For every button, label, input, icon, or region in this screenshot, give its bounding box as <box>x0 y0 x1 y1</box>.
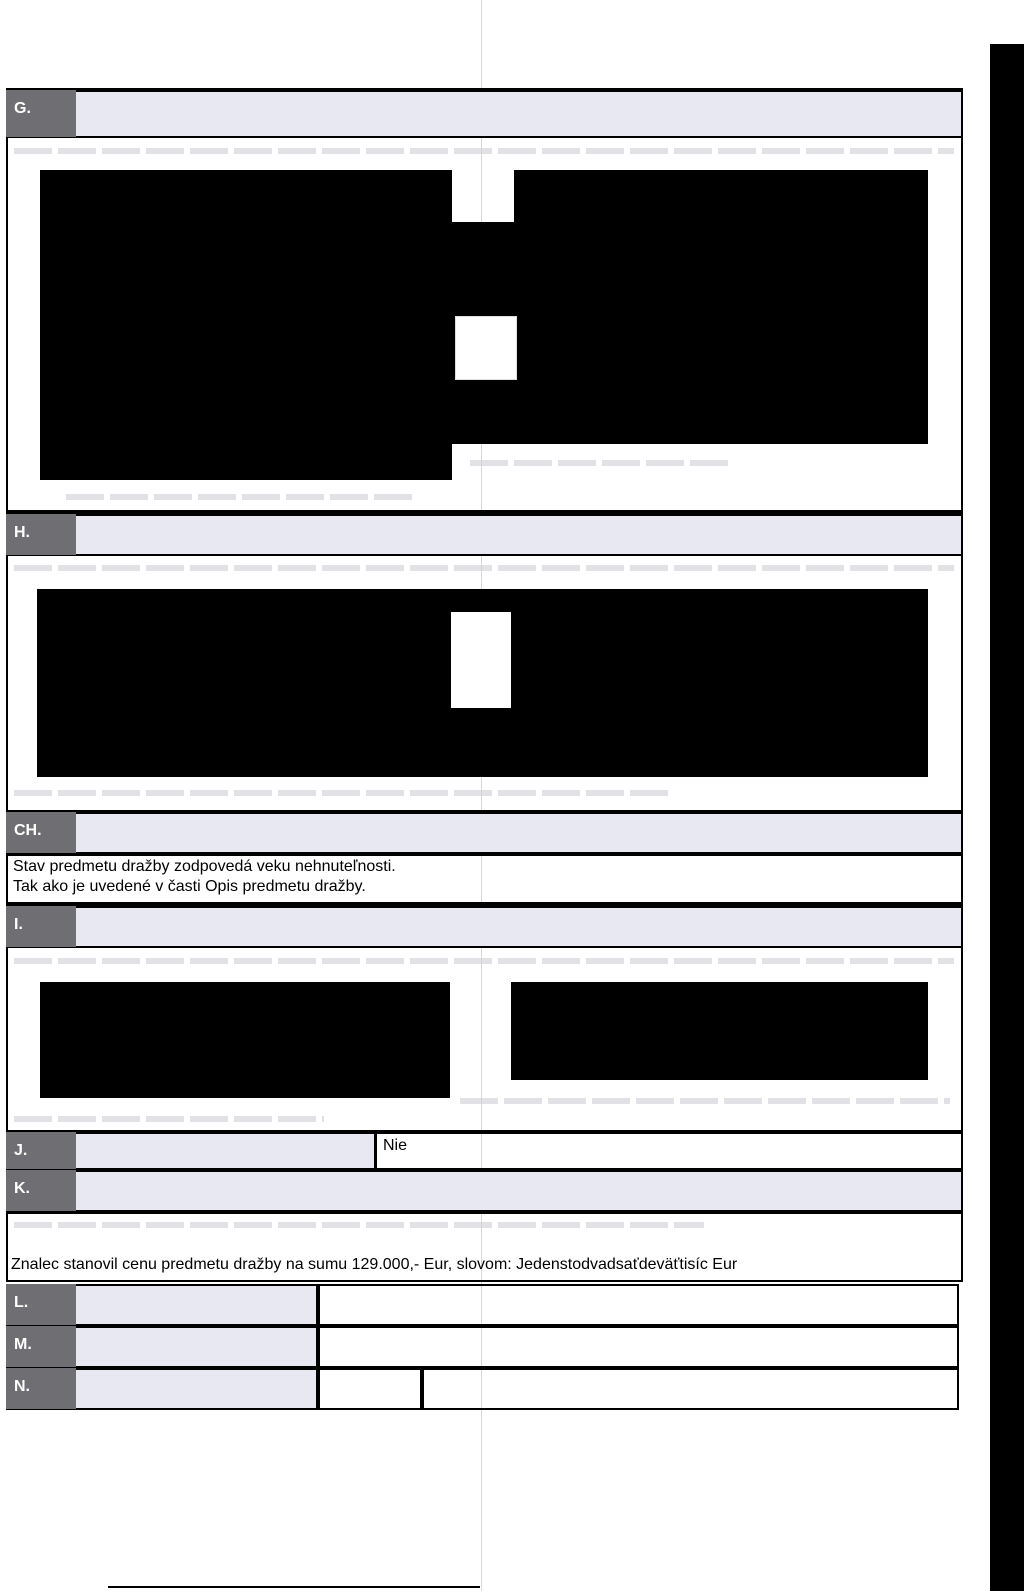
section-j-value-box <box>376 1132 963 1170</box>
section-n-header <box>76 1368 318 1410</box>
section-k-letter: K. <box>6 1170 76 1212</box>
section-g-redaction-right <box>514 170 928 444</box>
section-h-gap-box <box>451 612 511 708</box>
section-h-faint-line <box>14 565 954 571</box>
section-ch-header <box>76 812 963 854</box>
section-j-value: Nie <box>383 1137 408 1154</box>
section-m-header <box>76 1326 318 1368</box>
section-ch-line-2: Tak ako je uvedené v časti Opis predmetu dražby. <box>13 878 366 895</box>
section-l-value-box <box>318 1284 959 1326</box>
section-k-text: Znalec stanovil cenu predmetu dražby na sumu 129.000,- Eur, slovom: Jedenstodvadsaťdeväťtisíc Eur <box>11 1256 738 1273</box>
section-g-header <box>76 90 963 138</box>
section-h-letter: H. <box>6 514 76 556</box>
section-j-letter: J. <box>6 1132 76 1170</box>
section-m-letter: M. <box>6 1326 76 1368</box>
section-i-letter: I. <box>6 906 76 948</box>
section-i-faint-line <box>14 958 954 964</box>
section-ch-line-1: Stav predmetu dražby zodpovedá veku nehnuteľnosti. <box>13 858 396 875</box>
section-i-redaction-left <box>40 982 450 1098</box>
section-i-redaction-right <box>511 982 928 1080</box>
section-g-faint-line-3 <box>66 494 416 500</box>
bottom-rule <box>108 1586 480 1588</box>
section-g-letter: G. <box>6 90 76 138</box>
section-n-letter: N. <box>6 1368 76 1410</box>
section-i-header <box>76 906 963 948</box>
section-m-value-box <box>318 1326 959 1368</box>
section-l-letter: L. <box>6 1284 76 1326</box>
section-h-header <box>76 514 963 556</box>
section-ch-letter: CH. <box>6 812 76 854</box>
scan-edge-strip <box>990 44 1024 1591</box>
section-l-header <box>76 1284 318 1326</box>
section-k-header <box>76 1170 963 1212</box>
section-i-faint-line-3 <box>14 1116 324 1122</box>
section-k-faint-line <box>14 1222 704 1228</box>
section-j-header <box>76 1132 376 1170</box>
section-g-faint-line-2 <box>470 460 730 466</box>
section-i-faint-line-2 <box>460 1098 950 1104</box>
section-g-redaction-left <box>40 170 452 480</box>
section-h-faint-line-2 <box>14 790 674 796</box>
section-n-value-box-1 <box>318 1368 422 1410</box>
section-n-value-box-2 <box>422 1368 959 1410</box>
section-g-faint-line <box>14 148 954 154</box>
section-g-gap-box <box>455 316 517 380</box>
